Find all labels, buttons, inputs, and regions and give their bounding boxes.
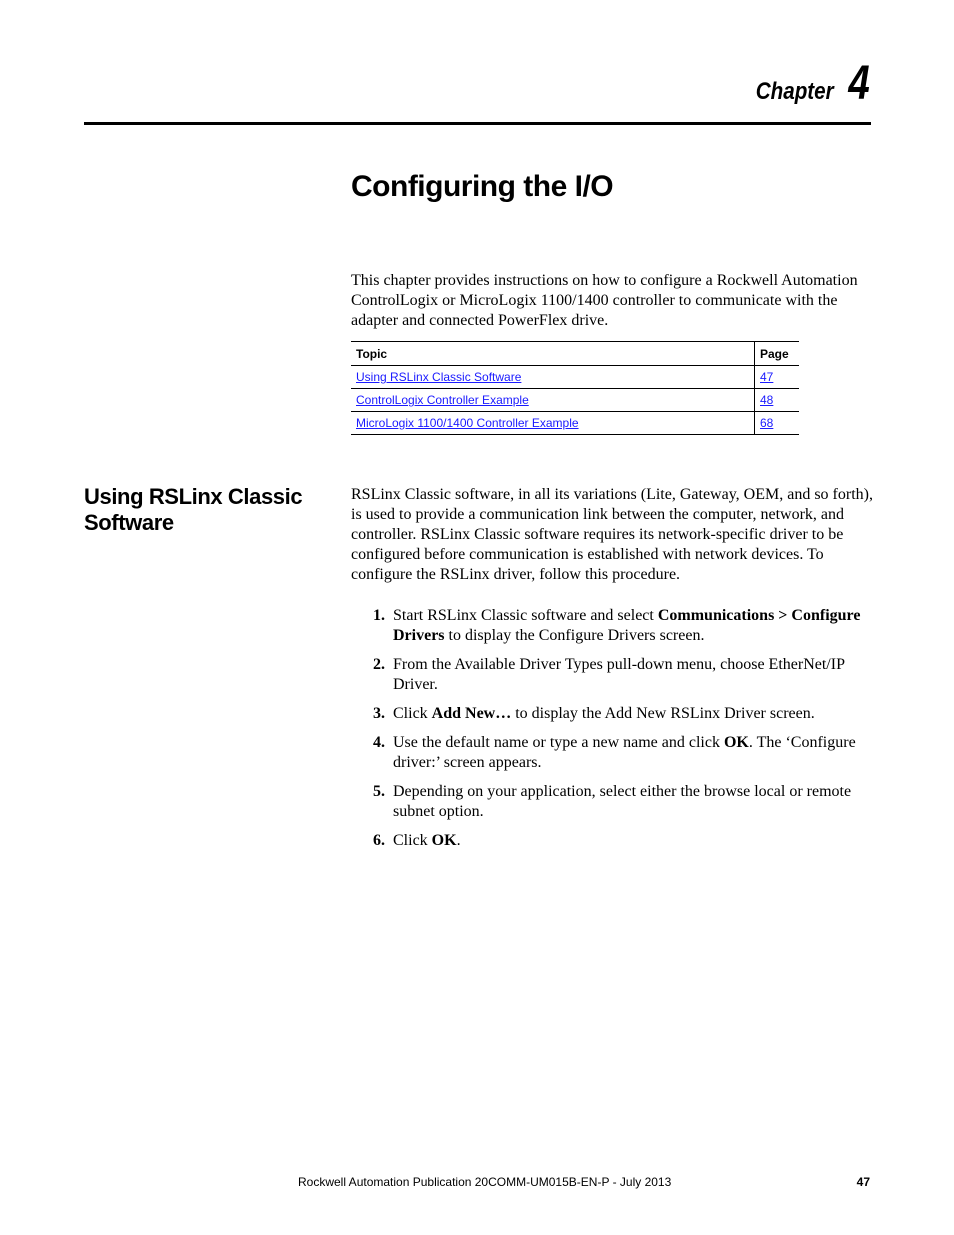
- step-text-part: Click: [393, 832, 432, 849]
- step-text-part: Click: [393, 705, 432, 722]
- publication-info: Rockwell Automation Publication 20COMM-UM015B-EN-P - July 2013: [298, 1175, 672, 1189]
- topics-table: [351, 341, 799, 435]
- step-text: [393, 831, 871, 851]
- page-column-header: Page: [755, 342, 800, 366]
- page-title: Configuring the I/O: [351, 170, 614, 203]
- step-text-bold: Add New…: [431, 705, 512, 722]
- step-text-part: .: [456, 832, 461, 849]
- step-text-part: . The ‘Configure driver:’ screen appears.: [393, 734, 856, 771]
- page-number: 47: [856, 1175, 870, 1189]
- step-text: [393, 782, 871, 822]
- step-text-bold: OK: [431, 832, 457, 849]
- page-link-rslinx[interactable]: 47: [760, 370, 774, 384]
- step-text-part: Start RSLinx Classic software and select: [393, 607, 658, 624]
- list-item: [351, 733, 871, 773]
- list-item: [351, 606, 871, 646]
- table-row: [351, 412, 799, 435]
- step-text-bold: OK: [723, 734, 749, 751]
- chapter-label: Chapter: [755, 78, 834, 105]
- list-item: [351, 655, 871, 695]
- step-number: 4.: [373, 734, 385, 751]
- section-heading: Using RSLinx Classic Software: [84, 484, 303, 535]
- table-header-row: [351, 342, 799, 366]
- step-text: [393, 704, 871, 724]
- step-number: 3.: [373, 705, 385, 722]
- step-number: 5.: [373, 783, 385, 800]
- step-text-part: From the Available Driver Types pull-down menu, choose EtherNet/IP Driver.: [393, 656, 845, 693]
- topic-link-micrologix[interactable]: MicroLogix 1100/1400 Controller Example: [356, 416, 579, 430]
- topic-link-rslinx[interactable]: Using RSLinx Classic Software: [356, 370, 522, 384]
- step-text-part: to display the Configure Drivers screen.: [444, 627, 705, 644]
- list-item: [351, 831, 871, 851]
- intro-paragraph: This chapter provides instructions on how to configure a Rockwell Automation ControlLogix or MicroLogix 1100/1400 controller to communicate with the adapter and connected PowerFlex drive.: [351, 272, 858, 329]
- page-link-micrologix[interactable]: 68: [760, 416, 774, 430]
- list-item: [351, 704, 871, 724]
- chapter-rule: [84, 122, 871, 125]
- list-item: [351, 782, 871, 822]
- section-paragraph: RSLinx Classic software, in all its variations (Lite, Gateway, OEM, and so forth), is used to provide a communication link between the computer, network, and controller. RSLinx Classic software requires its network-specific driver to be configured before communication is established with network devices. To configure the RSLinx driver, follow this procedure.: [351, 486, 873, 583]
- topic-link-controllogix[interactable]: ControlLogix Controller Example: [356, 393, 529, 407]
- chapter-heading: [743, 57, 870, 110]
- step-text-part: to display the Add New RSLinx Driver screen.: [511, 705, 815, 722]
- chapter-number: 4: [848, 57, 870, 110]
- step-number: 2.: [373, 656, 385, 673]
- step-text: [393, 606, 871, 646]
- table-row: [351, 366, 799, 389]
- step-number: 1.: [373, 607, 385, 624]
- step-text-part: Depending on your application, select either the browse local or remote subnet option.: [393, 783, 852, 820]
- procedure-steps: [351, 606, 871, 860]
- step-text-bold: Communications > Configure Drivers: [393, 607, 861, 644]
- step-text: [393, 733, 871, 773]
- topic-column-header: Topic: [351, 342, 755, 366]
- page-link-controllogix[interactable]: 48: [760, 393, 774, 407]
- table-row: [351, 389, 799, 412]
- step-text-part: Use the default name or type a new name and click: [393, 734, 724, 751]
- step-number: 6.: [373, 832, 385, 849]
- step-text: [393, 655, 871, 695]
